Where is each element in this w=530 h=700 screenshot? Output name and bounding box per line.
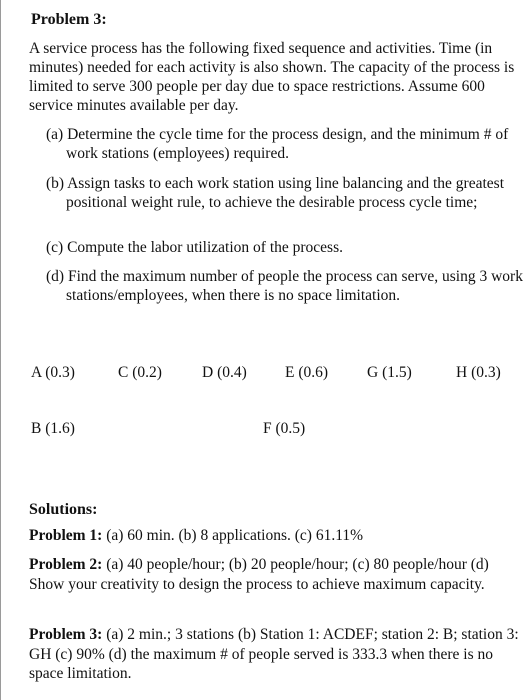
solution-3-label: Problem 3: — [29, 626, 103, 643]
question-a: (a) Determine the cycle time for the process design, and the minimum # of work stations (employees) required. — [46, 126, 509, 162]
solution-1-label: Problem 1: — [29, 527, 103, 544]
node-d: D (0.4) — [202, 364, 247, 381]
problem-title: Problem 3: — [31, 11, 107, 28]
node-a: A (0.3) — [31, 364, 75, 381]
node-c: C (0.2) — [118, 364, 162, 381]
question-d: (d) Find the maximum number of people the process can serve, using 3 work stations/employees, when there is no space limitation. — [46, 268, 523, 304]
node-f: F (0.5) — [263, 420, 306, 437]
solution-2 — [29, 555, 524, 594]
solutions-heading: Solutions: — [29, 501, 98, 518]
solution-1 — [29, 526, 524, 546]
solution-3-text: (a) 2 min.; 3 stations (b) Station 1: ACDEF; station 2: B; station 3: GH (c) 90% (d) the maximum # of people served is 333.3 when there is no space limitation. — [29, 626, 519, 682]
node-g: G (1.5) — [367, 364, 412, 381]
node-h: H (0.3) — [456, 364, 501, 381]
problem-intro: A service process has the following fixed sequence and activities. Time (in minutes) needed for each activity is also shown. The capacity of the process is limited to serve 300 people per day due to space restrictions. Assume 600 service minutes available per day. — [29, 40, 515, 114]
node-b: B (1.6) — [31, 420, 75, 437]
solution-2-text: (a) 40 people/hour; (b) 20 people/hour; (c) 80 people/hour (d) Show your creativity to design the process to achieve maximum capacity. — [29, 556, 489, 593]
question-c: (c) Compute the labor utilization of the process. — [46, 239, 343, 256]
node-e: E (0.6) — [285, 364, 329, 381]
solution-1-text: (a) 60 min. (b) 8 applications. (c) 61.11% — [102, 527, 364, 544]
solution-3 — [29, 625, 524, 684]
question-b: (b) Assign tasks to each work station using line balancing and the greatest positional weight rule, to achieve the desirable process cycle time; — [46, 175, 505, 211]
solution-2-label: Problem 2: — [29, 556, 103, 573]
